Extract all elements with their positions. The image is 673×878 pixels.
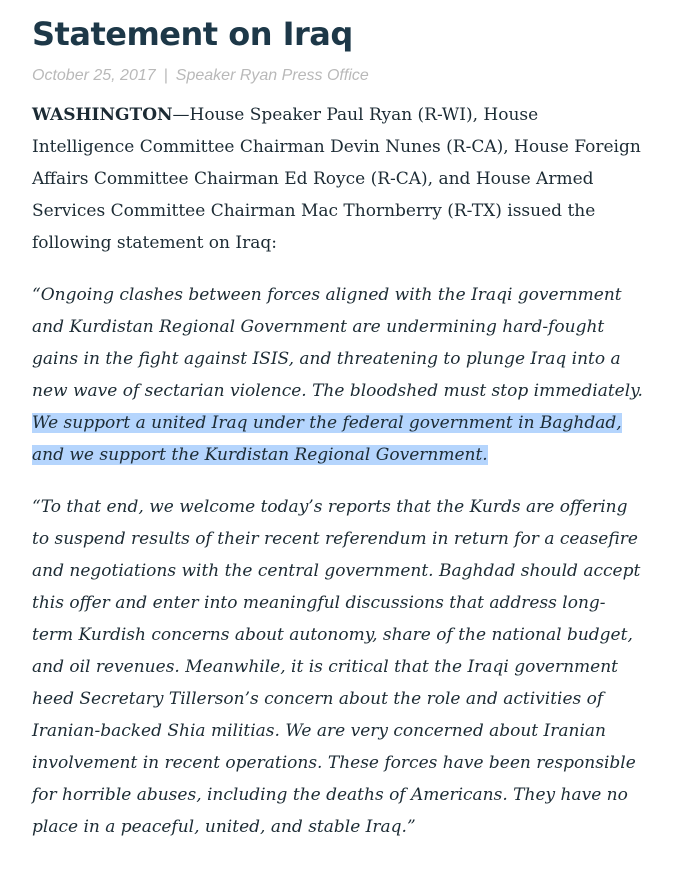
quote1-text: “Ongoing clashes between forces aligned with the Iraqi government and Kurdistan Regional Government are undermining hard-fought gains in the fight against ISIS, and threatening to plunge Iraq into a new wave of sectarian violence. The bloodshed must stop immediately. <box>32 285 643 401</box>
intro-paragraph <box>32 99 643 259</box>
source-link[interactable]: Speaker Ryan Press Office <box>175 67 369 84</box>
article-body <box>32 99 643 843</box>
dateline: WASHINGTON <box>32 105 173 125</box>
quote-paragraph-1 <box>32 279 643 471</box>
meta-separator: | <box>163 67 168 84</box>
publish-date: October 25, 2017 <box>32 67 156 84</box>
intro-text: —House Speaker Paul Ryan (R-WI), House Intelligence Committee Chairman Devin Nunes (R-CA), House Foreign Affairs Committee Chairman Ed Royce (R-CA), and House Armed Services Committee Chairman Mac Thornberry (R-TX) issued the following statement on Iraq: <box>32 105 641 253</box>
article-meta <box>32 66 643 86</box>
quote-paragraph-2: “To that end, we welcome today’s reports that the Kurds are offering to suspend results of their recent referendum in return for a ceasefire and negotiations with the central government. Baghdad should accept this offer and enter into meaningful discussions that address long-term Kurdish concerns about autonomy, share of the national budget, and oil revenues. Meanwhile, it is critical that the Iraqi government heed Secretary Tillerson’s concern about the role and activities of Iranian-backed Shia militias. We are very concerned about Iranian involvement in recent operations. These forces have been responsible for horrible abuses, including the deaths of Americans. They have no place in a peaceful, united, and stable Iraq.” <box>32 497 641 837</box>
highlighted-selection: We support a united Iraq under the federal government in Baghdad, and we support the Kurdistan Regional Government. <box>32 413 622 465</box>
page-title: Statement on Iraq <box>32 15 353 53</box>
